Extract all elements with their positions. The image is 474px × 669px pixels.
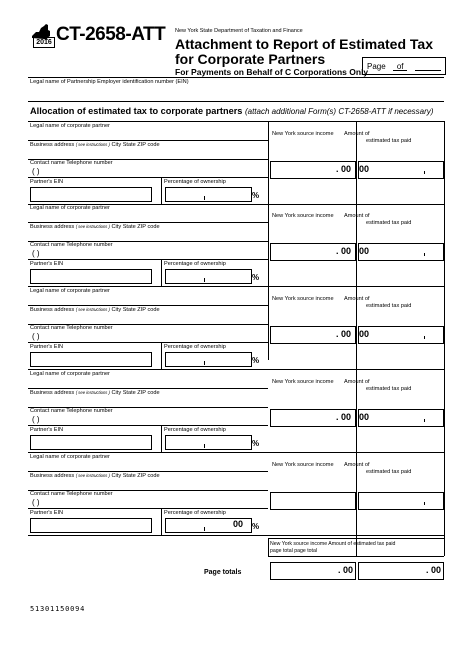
partner-ein-label: Partner's EIN — [30, 261, 64, 267]
partner-ein-field[interactable] — [30, 187, 152, 202]
legal-name-field[interactable] — [30, 131, 266, 140]
partner-ein-label: Partner's EIN — [30, 344, 64, 350]
divider — [268, 121, 269, 360]
divider — [161, 259, 162, 286]
divider — [28, 471, 268, 472]
divider — [28, 177, 268, 178]
contact-field[interactable] — [60, 249, 260, 258]
ny-income-label: New York source income — [272, 379, 334, 385]
divider — [28, 369, 444, 370]
phone-area-code: ( ) — [32, 498, 40, 507]
total-ny-income-cents: . 00 — [338, 565, 354, 575]
allocation-heading: Allocation of estimated tax to corporate partners (attach additional Form(s) CT-2658-ATT if necessary) — [30, 106, 434, 116]
amount-of-label: Amount of — [344, 213, 370, 219]
amount-of-label: Amount of — [344, 296, 370, 302]
divider — [28, 77, 444, 78]
estimated-tax-label: estimated tax paid — [366, 220, 412, 226]
partner-ein-label: Partner's EIN — [30, 179, 64, 185]
divider — [444, 121, 445, 556]
page-total-field[interactable] — [415, 70, 441, 71]
percent-sign: % — [252, 356, 260, 365]
decimal-mark — [204, 444, 205, 448]
divider — [28, 508, 268, 509]
decimal-mark — [424, 171, 425, 174]
percent-sign: % — [252, 522, 260, 531]
legal-name-label: Legal name of corporate partner — [30, 454, 110, 460]
divider — [28, 222, 268, 223]
legal-name-label: Legal name of corporate partner — [30, 288, 110, 294]
divider — [268, 538, 444, 539]
form-title: Attachment to Report of Estimated Tax for Corporate Partners — [175, 36, 433, 67]
business-address-field[interactable] — [30, 398, 266, 407]
contact-label: Contact name Telephone number — [30, 325, 113, 331]
legal-name-label: Legal name of corporate partner — [30, 123, 110, 129]
divider — [161, 177, 162, 204]
totals-header: New York source income Amount of estimated tax paid — [270, 541, 396, 547]
ny-income-cents: . 00 — [336, 412, 352, 422]
ny-income-cents: . 00 — [336, 164, 352, 174]
legal-name-field[interactable] — [30, 296, 266, 305]
page-number-field[interactable] — [393, 70, 407, 71]
decimal-mark — [424, 502, 425, 505]
contact-label: Contact name Telephone number — [30, 408, 113, 414]
contact-field[interactable] — [60, 167, 260, 176]
decimal-mark — [424, 419, 425, 422]
partner-ein-label: Partner's EIN — [30, 510, 64, 516]
estimated-tax-label: estimated tax paid — [366, 386, 412, 392]
percent-sign: % — [252, 273, 260, 282]
tax-paid-field[interactable] — [358, 409, 444, 427]
divider — [28, 425, 268, 426]
estimated-tax-label: estimated tax paid — [366, 303, 412, 309]
legal-name-field[interactable] — [30, 213, 266, 222]
phone-area-code: ( ) — [32, 415, 40, 424]
amount-of-label: Amount of — [344, 462, 370, 468]
ny-income-label: New York source income — [272, 462, 334, 468]
divider — [28, 121, 444, 122]
divider — [28, 342, 268, 343]
decimal-mark — [204, 196, 205, 200]
business-address-field[interactable] — [30, 481, 266, 490]
tax-paid-cents: 00 — [359, 412, 370, 422]
form-year: 2016 — [33, 37, 55, 48]
contact-label: Contact name Telephone number — [30, 242, 113, 248]
partner-ein-field[interactable] — [30, 269, 152, 284]
totals-header-2: page total page total — [270, 548, 318, 554]
business-address-label: Business address ( see instructions ) City State ZIP code — [30, 142, 160, 148]
amount-of-label: Amount of — [344, 379, 370, 385]
ny-income-field[interactable] — [270, 492, 356, 510]
divider — [268, 538, 269, 556]
divider — [28, 388, 268, 389]
contact-label: Contact name Telephone number — [30, 160, 113, 166]
tax-paid-field[interactable] — [358, 161, 444, 179]
estimated-tax-label: estimated tax paid — [366, 469, 412, 475]
form-subtitle: For Payments on Behalf of C Corporations Only — [175, 67, 369, 77]
contact-label: Contact name Telephone number — [30, 491, 113, 497]
divider — [161, 425, 162, 452]
ownership-label: Percentage of ownership — [164, 179, 226, 185]
decimal-mark — [204, 527, 205, 531]
ownership-field[interactable] — [165, 187, 252, 202]
ownership-field[interactable] — [165, 269, 252, 284]
ownership-field[interactable] — [165, 435, 252, 450]
ny-income-cents: . 00 — [336, 246, 352, 256]
decimal-mark — [204, 361, 205, 365]
contact-field[interactable] — [60, 415, 260, 424]
partnership-name-field[interactable] — [30, 88, 442, 100]
partner-ein-label: Partner's EIN — [30, 427, 64, 433]
decimal-mark — [204, 278, 205, 282]
legal-name-field[interactable] — [30, 379, 266, 388]
ownership-label: Percentage of ownership — [164, 510, 226, 516]
ownership-label: Percentage of ownership — [164, 261, 226, 267]
partner-ein-field[interactable] — [30, 352, 152, 367]
business-address-field[interactable] — [30, 315, 266, 324]
ownership-label: Percentage of ownership — [164, 427, 226, 433]
page-totals-label: Page totals — [204, 569, 242, 576]
percent-sign: % — [252, 439, 260, 448]
tax-paid-field[interactable] — [358, 492, 444, 510]
phone-area-code: ( ) — [32, 332, 40, 341]
divider — [28, 140, 268, 141]
business-address-label: Business address ( see instructions ) City State ZIP code — [30, 224, 160, 230]
page-number-box — [362, 57, 446, 75]
contact-field[interactable] — [60, 332, 260, 341]
divider — [356, 121, 357, 556]
estimated-tax-label: estimated tax paid — [366, 138, 412, 144]
business-address-field[interactable] — [30, 232, 266, 241]
divider — [161, 508, 162, 535]
tax-paid-field[interactable] — [358, 326, 444, 344]
ownership-value: 00 — [233, 519, 244, 529]
decimal-mark — [424, 336, 425, 339]
contact-field[interactable] — [60, 498, 260, 507]
department-name: New York State Department of Taxation and Finance — [175, 28, 303, 34]
amount-of-label: Amount of — [344, 131, 370, 137]
ny-income-label: New York source income — [272, 213, 334, 219]
business-address-label: Business address ( see instructions ) City State ZIP code — [30, 390, 160, 396]
decimal-mark — [424, 253, 425, 256]
divider — [28, 305, 268, 306]
tax-paid-cents: 00 — [359, 164, 370, 174]
partnership-name-label: Legal name of Partnership Employer identification number (EIN) — [30, 79, 189, 85]
phone-area-code: ( ) — [32, 167, 40, 176]
legal-name-label: Legal name of corporate partner — [30, 205, 110, 211]
tax-paid-field[interactable] — [358, 243, 444, 261]
ownership-field[interactable] — [165, 352, 252, 367]
divider — [28, 452, 444, 453]
tax-paid-cents: 00 — [359, 246, 370, 256]
partner-ein-field[interactable] — [30, 518, 152, 533]
legal-name-field[interactable] — [30, 462, 266, 471]
ny-income-label: New York source income — [272, 131, 334, 137]
legal-name-label: Legal name of corporate partner — [30, 371, 110, 377]
partner-ein-field[interactable] — [30, 435, 152, 450]
ownership-label: Percentage of ownership — [164, 344, 226, 350]
divider — [28, 259, 268, 260]
business-address-label: Business address ( see instructions ) City State ZIP code — [30, 473, 160, 479]
ny-income-cents: . 00 — [336, 329, 352, 339]
tax-paid-cents: 00 — [359, 329, 370, 339]
ny-income-label: New York source income — [272, 296, 334, 302]
form-number: CT-2658-ATT — [56, 24, 166, 45]
divider — [268, 556, 444, 557]
phone-area-code: ( ) — [32, 249, 40, 258]
divider — [28, 535, 444, 536]
divider — [28, 286, 444, 287]
total-tax-paid-cents: . 00 — [426, 565, 442, 575]
divider — [28, 101, 444, 102]
divider — [161, 342, 162, 369]
percent-sign: % — [252, 191, 260, 200]
page-label: Page of — [367, 62, 404, 71]
business-address-label: Business address ( see instructions ) City State ZIP code — [30, 307, 160, 313]
business-address-field[interactable] — [30, 150, 266, 159]
form-barcode-number: 51301150094 — [30, 605, 86, 613]
